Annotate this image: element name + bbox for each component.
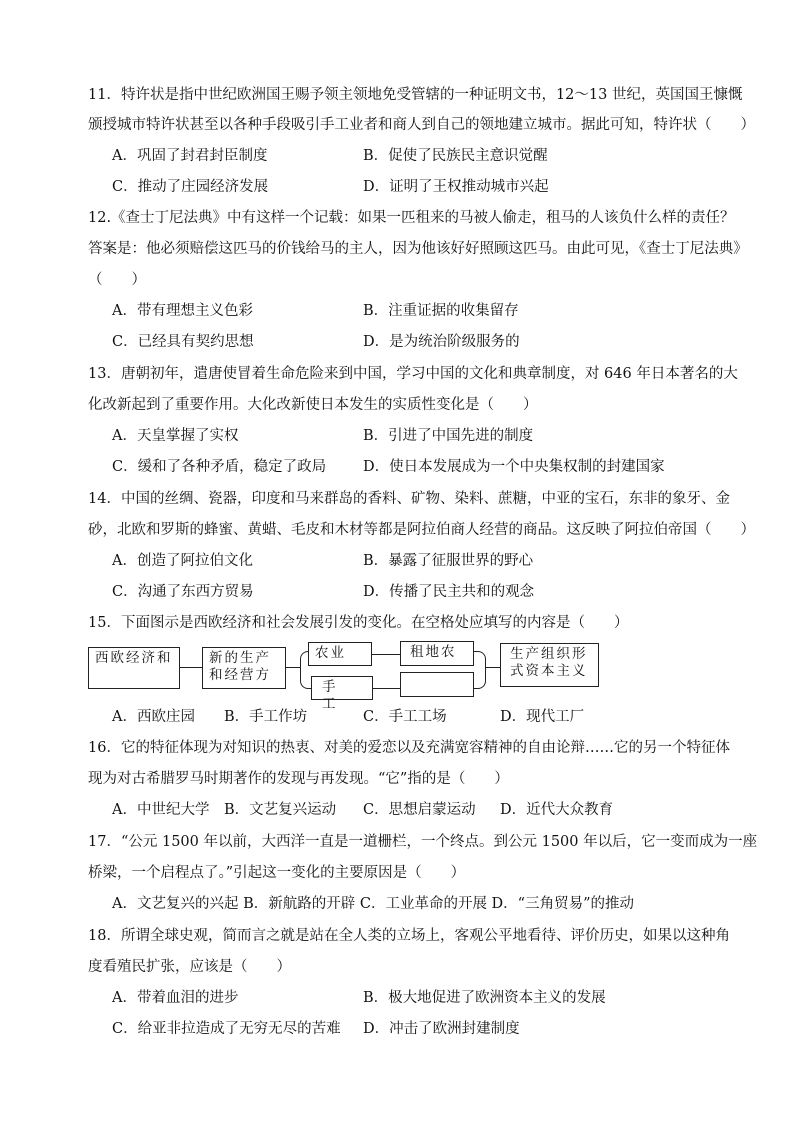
connector-line <box>486 667 500 668</box>
diagram-box-capitalism: 生产组织形式资本主义 <box>500 643 599 687</box>
q17-stem-line-2: 桥梁，一个启程点了。”引起这一变化的主要原因是（ ） <box>88 865 466 881</box>
q18-option-c: C．给亚非拉造成了无穷无尽的苦难 <box>112 1021 341 1037</box>
q18-option-b: B．极大地促进了欧洲资本主义的发展 <box>363 990 606 1006</box>
diagram-box-tenant-farmer: 租地农 <box>400 641 474 666</box>
connector-line <box>373 688 400 689</box>
q12-option-d: D．是为统治阶级服务的 <box>363 334 520 350</box>
connector-line <box>372 654 400 655</box>
q16-option-b: B．文艺复兴运动 <box>224 802 337 818</box>
diagram-box-western-europe: 西欧经济和 <box>88 647 180 689</box>
q15-option-c: C．手工工场 <box>363 709 447 725</box>
q14-option-c: C．沟通了东西方贸易 <box>112 584 254 600</box>
q13-option-c: C．缓和了各种矛盾，稳定了政局 <box>112 459 327 475</box>
q13-stem-line-2: 化改新起到了重要作用。大化改新使日本发生的实质性变化是（ ） <box>88 397 538 413</box>
q14-option-b: B．暴露了征服世界的野心 <box>363 553 534 569</box>
diagram-blank-box <box>400 672 474 697</box>
q16-option-a: A．中世纪大学 <box>112 802 210 818</box>
q16-stem-line-2: 现为对古希腊罗马时期著作的发现与再发现。“它”指的是（ ） <box>88 771 509 787</box>
q15-option-a: A．西欧庄园 <box>112 709 195 725</box>
q11-option-d: D．证明了王权推动城市兴起 <box>363 179 549 195</box>
q15-option-b: B．手工作坊 <box>224 709 308 725</box>
q12-stem-line-2: 答案是：他必须赔偿这匹马的价钱给马的主人，因为他该好好照顾这匹马。由此可见，《查士丁尼法典》 <box>88 241 748 257</box>
q18-stem-line-1: 18．所谓全球史观，简而言之就是站在全人类的立场上，客观公平地看待、评价历史，如果以这种角 <box>88 928 730 944</box>
q12-stem-line-3: （ ） <box>88 272 146 288</box>
q11-option-c: C．推动了庄园经济发展 <box>112 179 269 195</box>
q16-stem-line-1: 16．它的特征体现为对知识的热衷、对美的爱恋以及充满宽容精神的自由论辩……它的另一个特征体 <box>88 740 730 756</box>
q15-option-d: D．现代工厂 <box>500 709 585 725</box>
q11-stem-line-2: 颁授城市特许状甚至以各种手段吸引手工业者和商人到自己的领地建立城市。据此可知，特许状（ ） <box>88 117 755 133</box>
q11-option-a: A．巩固了封君封臣制度 <box>112 148 268 164</box>
q12-option-a: A．带有理想主义色彩 <box>112 303 253 319</box>
q11-stem-line-1: 11．特许状是指中世纪欧洲国王赐予领主领地免受管辖的一种证明文书，12～13 世纪，英国国王慷慨 <box>88 87 743 103</box>
right-brace <box>474 651 486 689</box>
q16-option-c: C．思想启蒙运动 <box>363 802 476 818</box>
q13-stem-line-1: 13．唐朝初年，遣唐使冒着生命危险来到中国，学习中国的文化和典章制度，对 646 年日本著名的大 <box>88 366 738 382</box>
diagram-box-handicraft: 手 工 <box>311 676 373 700</box>
diagram-box-agriculture: 农业 <box>308 642 372 666</box>
q11-option-b: B．促使了民族民主意识觉醒 <box>363 148 548 164</box>
q14-stem-line-1: 14．中国的丝绸、瓷器，印度和马来群岛的香料、矿物、染料、蔗糖，中亚的宝石，东非的象牙、金 <box>88 491 730 507</box>
q16-option-d: D．近代大众教育 <box>500 802 614 818</box>
q15-stem-line-1: 15．下面图示是西欧经济和社会发展引发的变化。在空格处应填写的内容是（ ） <box>88 615 629 631</box>
q14-option-d: D．传播了民主共和的观念 <box>363 584 535 600</box>
q12-option-b: B．注重证据的收集留存 <box>363 303 519 319</box>
q13-option-d: D．使日本发展成为一个中央集权制的封建国家 <box>363 459 665 475</box>
q12-stem-line-1: 12.《查士丁尼法典》中有这样一个记载：如果一匹租来的马被人偷走，租马的人该负什么样的责任？ <box>88 210 735 226</box>
q12-option-c: C．已经具有契约思想 <box>112 334 254 350</box>
q13-option-b: B．引进了中国先进的制度 <box>363 428 534 444</box>
q14-option-a: A．创造了阿拉伯文化 <box>112 553 253 569</box>
q17-stem-line-1: 17．“公元 1500 年以前，大西洋一直是一道栅栏，一个终点。到公元 1500 年以后，它一变而成为一座 <box>88 834 758 850</box>
q18-stem-line-2: 度看殖民扩张，应该是（ ） <box>88 959 291 975</box>
connector-line <box>180 667 202 668</box>
q14-stem-line-2: 砂，北欧和罗斯的蜂蜜、黄蜡、毛皮和木材等都是阿拉伯商人经营的商品。这反映了阿拉伯帝国（ ） <box>88 522 755 538</box>
q18-option-d: D．冲击了欧洲封建制度 <box>363 1021 520 1037</box>
diagram-box-new-production: 新的生产和经营方 <box>202 647 286 689</box>
connector-line <box>286 667 300 668</box>
q17-options-line: A．文艺复兴的兴起 B．新航路的开辟 C．工业革命的开展 D．“三角贸易”的推动 <box>112 896 634 912</box>
q18-option-a: A．带着血泪的进步 <box>112 990 239 1006</box>
q13-option-a: A．天皇掌握了实权 <box>112 428 239 444</box>
